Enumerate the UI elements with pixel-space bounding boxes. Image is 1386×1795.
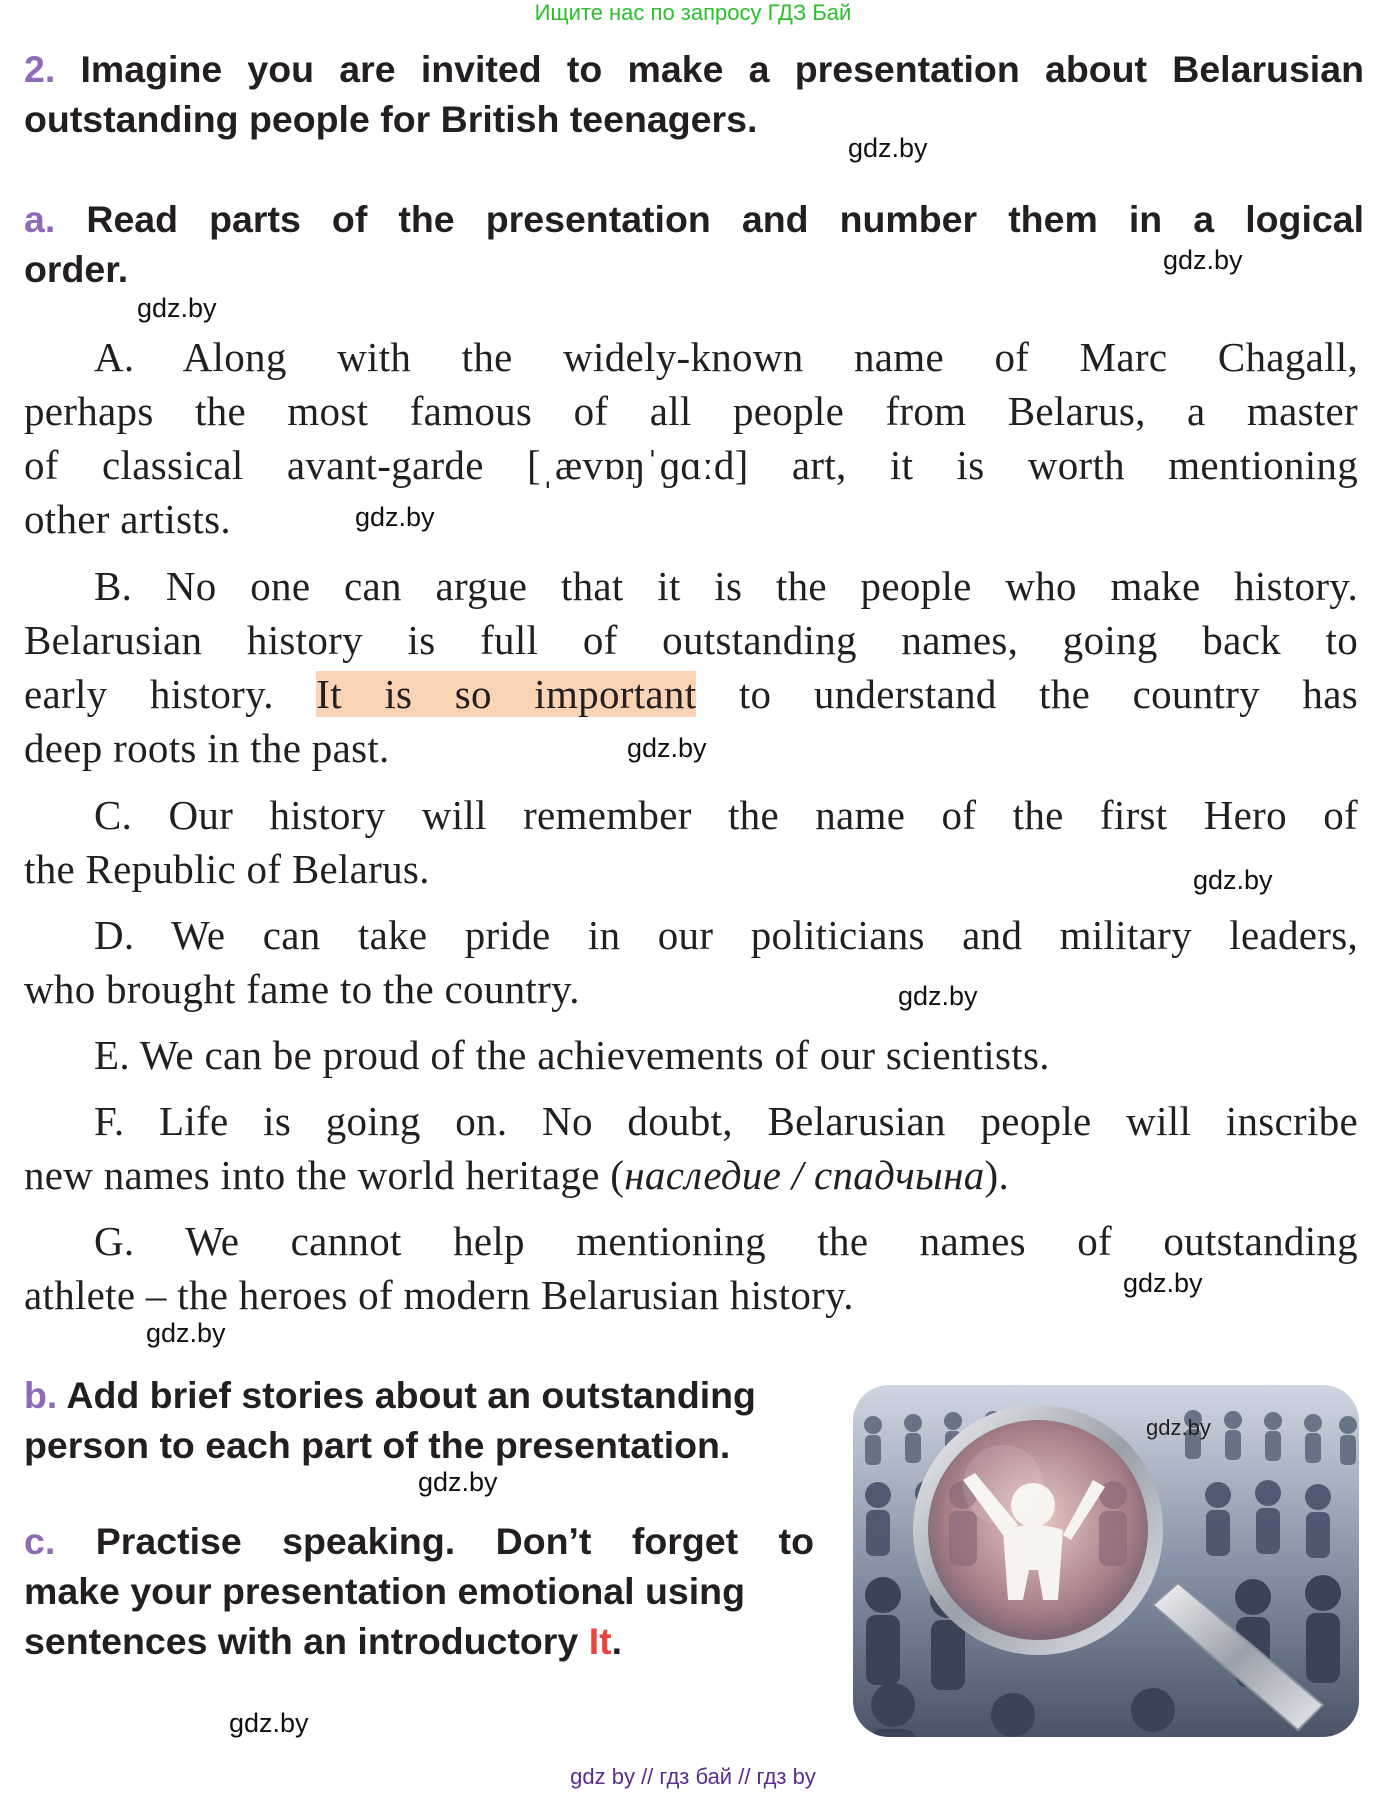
task-heading	[24, 44, 1364, 144]
watermark: gdz.by	[1193, 865, 1273, 895]
introductory-it: It	[588, 1620, 612, 1662]
task-title-line2: outstanding people for British teenagers.	[24, 98, 758, 140]
task-title-line1: Imagine you are invited to make a presentation about Belarusian	[80, 48, 1364, 90]
paragraph-b-line1: B. No one can argue that it is the people who make history.	[94, 563, 1358, 609]
part-b-line1: Add brief stories about an outstanding	[66, 1374, 756, 1416]
watermark: gdz.by	[898, 981, 978, 1011]
highlighted-phrase: It is so important	[316, 671, 697, 717]
paragraph-d	[24, 908, 1358, 1016]
watermark: gdz.by	[137, 293, 217, 323]
top-banner: Ищите нас по запросу ГДЗ Бай	[534, 0, 852, 25]
watermark: gdz.by	[229, 1708, 309, 1738]
part-b-letter: b.	[24, 1374, 58, 1416]
paragraph-b-line3	[24, 667, 1358, 721]
paragraph-a	[24, 330, 1358, 546]
paragraph-c-line2: the Republic of Belarus.	[24, 846, 430, 892]
paragraph-b-line4: deep roots in the past.	[24, 725, 390, 771]
paragraph-g-line1: G. We cannot help mentioning the names of outstanding	[94, 1218, 1358, 1264]
paragraph-d-line1: D. We can take pride in our politicians and military leaders,	[94, 912, 1358, 958]
watermark: gdz.by	[627, 733, 707, 763]
part-c-letter: c.	[24, 1520, 56, 1562]
paragraph-b-line3-pre: early history.	[24, 671, 317, 717]
part-c-line3-pre: sentences with an introductory	[24, 1620, 589, 1662]
paragraph-f-line2	[24, 1148, 1358, 1202]
part-a-text-line2: order.	[24, 248, 129, 290]
paragraph-d-line2: who brought fame to the country.	[24, 966, 580, 1012]
part-a-text-line1: Read parts of the presentation and number them in a logical	[86, 198, 1364, 240]
paragraph-f-line2-post: ).	[984, 1152, 1010, 1198]
paragraph-a-line2: perhaps the most famous of all people from Belarus, a master	[24, 388, 1358, 434]
paragraph-f-line1: F. Life is going on. No doubt, Belarusian people will inscribe	[94, 1098, 1358, 1144]
part-c-line3	[24, 1616, 814, 1666]
paragraph-c-line1: C. Our history will remember the name of the first Hero of	[94, 792, 1358, 838]
watermark: gdz.by	[146, 1318, 226, 1348]
translation-text: наследие / спадчына	[624, 1152, 985, 1198]
paragraph-b-line2: Belarusian history is full of outstanding names, going back to	[24, 617, 1358, 663]
part-b-line2: person to each part of the presentation.	[24, 1424, 731, 1466]
paragraph-g-line2: athlete – the heroes of modern Belarusian history.	[24, 1272, 854, 1318]
paragraph-f	[24, 1094, 1358, 1202]
watermark: gdz.by	[848, 133, 928, 163]
part-c-line3-post: .	[611, 1620, 623, 1662]
watermark: gdz.by	[1146, 1415, 1211, 1440]
watermark: gdz.by	[1163, 245, 1243, 275]
paragraph-a-line4: other artists.	[24, 496, 231, 542]
watermark: gdz.by	[1123, 1268, 1203, 1298]
magnifier-crowd-image	[853, 1385, 1359, 1737]
paragraph-a-line1: A. Along with the widely-known name of Marc Chagall,	[94, 334, 1358, 380]
part-c-line2: make your presentation emotional using	[24, 1570, 745, 1612]
paragraph-f-line2-pre: new names into the world heritage (	[24, 1152, 625, 1198]
paragraph-c	[24, 788, 1358, 896]
part-b-heading	[24, 1370, 814, 1470]
watermark: gdz.by	[418, 1467, 498, 1497]
paragraph-e-line1: E. We can be proud of the achievements of our scientists.	[94, 1032, 1050, 1078]
paragraph-a-line3: of classical avant-garde [ˌævɒŋˈɡɑːd] art, it is worth mentioning	[24, 442, 1358, 488]
task-number: 2.	[24, 48, 56, 90]
paragraph-b-line3-post: to understand the country has	[696, 671, 1358, 717]
watermark: gdz.by	[355, 502, 435, 532]
part-a-heading	[24, 194, 1364, 294]
part-a-letter: a.	[24, 198, 56, 240]
footer-links: gdz by // гдз бай // гдз by	[570, 1764, 816, 1789]
part-c-heading	[24, 1516, 814, 1666]
paragraph-e	[24, 1028, 1358, 1082]
part-c-line1: Practise speaking. Don’t forget to	[95, 1520, 815, 1562]
